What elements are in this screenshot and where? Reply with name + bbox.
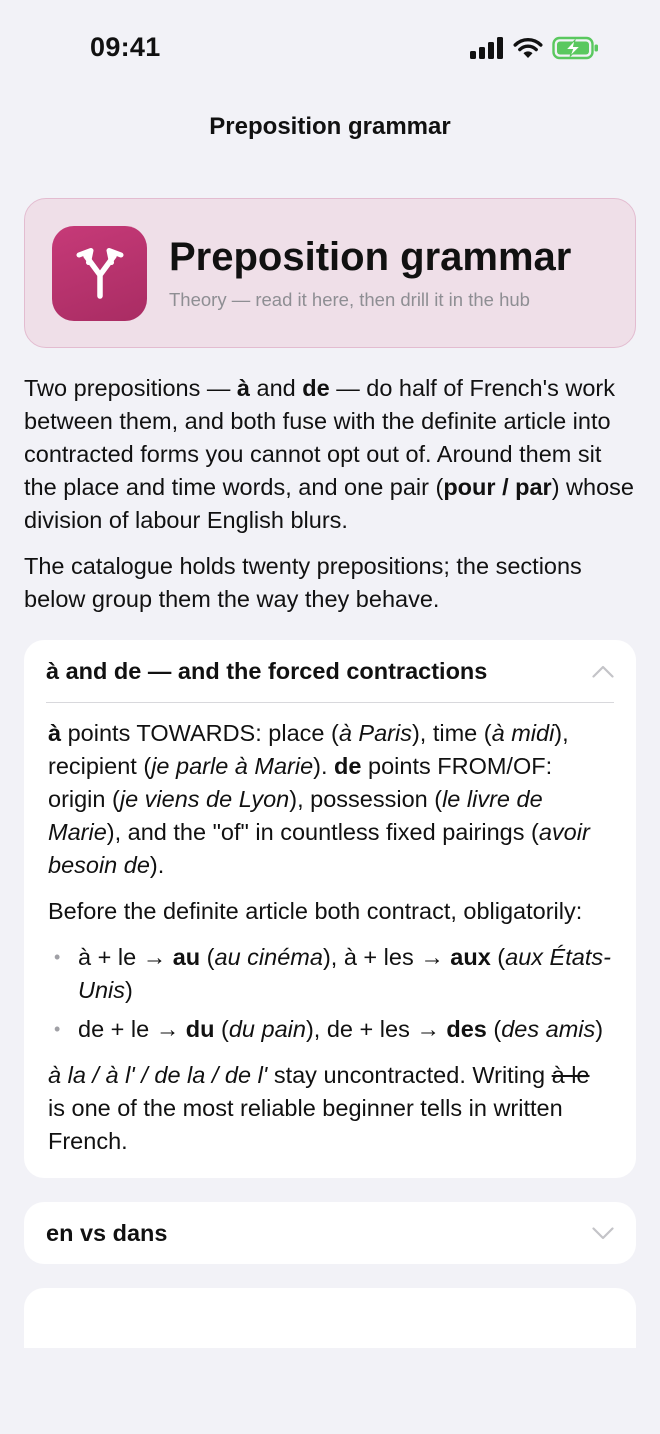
- hero-card: [24, 198, 636, 348]
- section-body: [24, 703, 636, 1178]
- wifi-icon: [513, 37, 543, 59]
- hero-title: Preposition grammar: [169, 235, 572, 279]
- hero-text: [169, 235, 571, 311]
- section-card-a-and-de: [24, 640, 636, 1178]
- hero-subtitle: Theory — read it here, then drill it in the hub: [169, 289, 530, 310]
- cellular-signal-icon: [470, 37, 504, 59]
- section-paragraph-1: à points TOWARDS: place (à Paris), time (à midi), recipient (je parle à Marie). de points FROM/OF: origin (je viens de Lyon), possession (le livre de Marie), and the "of" in countless fixed pairings (avoir besoin de).: [48, 720, 590, 878]
- section-card-next[interactable]: [24, 1288, 636, 1348]
- chevron-up-icon: [592, 665, 614, 678]
- chevron-down-icon: [592, 1227, 614, 1240]
- status-icons: [470, 36, 600, 60]
- bullet-icon: •: [54, 1019, 61, 1039]
- fork-arrows-icon: [52, 226, 147, 321]
- section-title: à and de — and the forced contractions: [46, 657, 488, 684]
- list-item: • de + le → du (du pain), de + les → des (des amis): [48, 1013, 612, 1046]
- contraction-list: [48, 941, 612, 1046]
- content: [24, 198, 636, 1348]
- section-header-a-and-de[interactable]: [46, 640, 614, 703]
- section-paragraph-3: à la / à l' / de la / de l' stay uncontracted. Writing à le is one of the most reliable beginner tells in written French.: [48, 1062, 590, 1154]
- section-paragraph-2: Before the definite article both contract, obligatorily:: [48, 898, 583, 924]
- section-header-en-vs-dans[interactable]: [46, 1202, 614, 1264]
- section-card-en-vs-dans: [24, 1202, 636, 1264]
- status-time: 09:41: [90, 32, 161, 62]
- intro-paragraph-2: The catalogue holds twenty prepositions; the sections below group them the way they behave.: [24, 553, 582, 612]
- list-item: • à + le → au (au cinéma), à + les → aux (aux États-Unis): [48, 941, 612, 1007]
- battery-charging-icon: [552, 36, 600, 60]
- section-title: en vs dans: [46, 1219, 168, 1246]
- status-bar: [0, 0, 660, 96]
- intro-text: [24, 372, 636, 616]
- bullet-icon: •: [54, 947, 61, 967]
- nav-title: Preposition grammar: [209, 113, 451, 140]
- navigation-bar: [0, 96, 660, 158]
- intro-paragraph-1: Two prepositions — à and de — do half of French's work between them, and both fuse with the definite article into contracted forms you cannot opt out of. Around them sit the place and time words, and one pair (pour / par) whose division of labour English blurs.: [24, 375, 634, 533]
